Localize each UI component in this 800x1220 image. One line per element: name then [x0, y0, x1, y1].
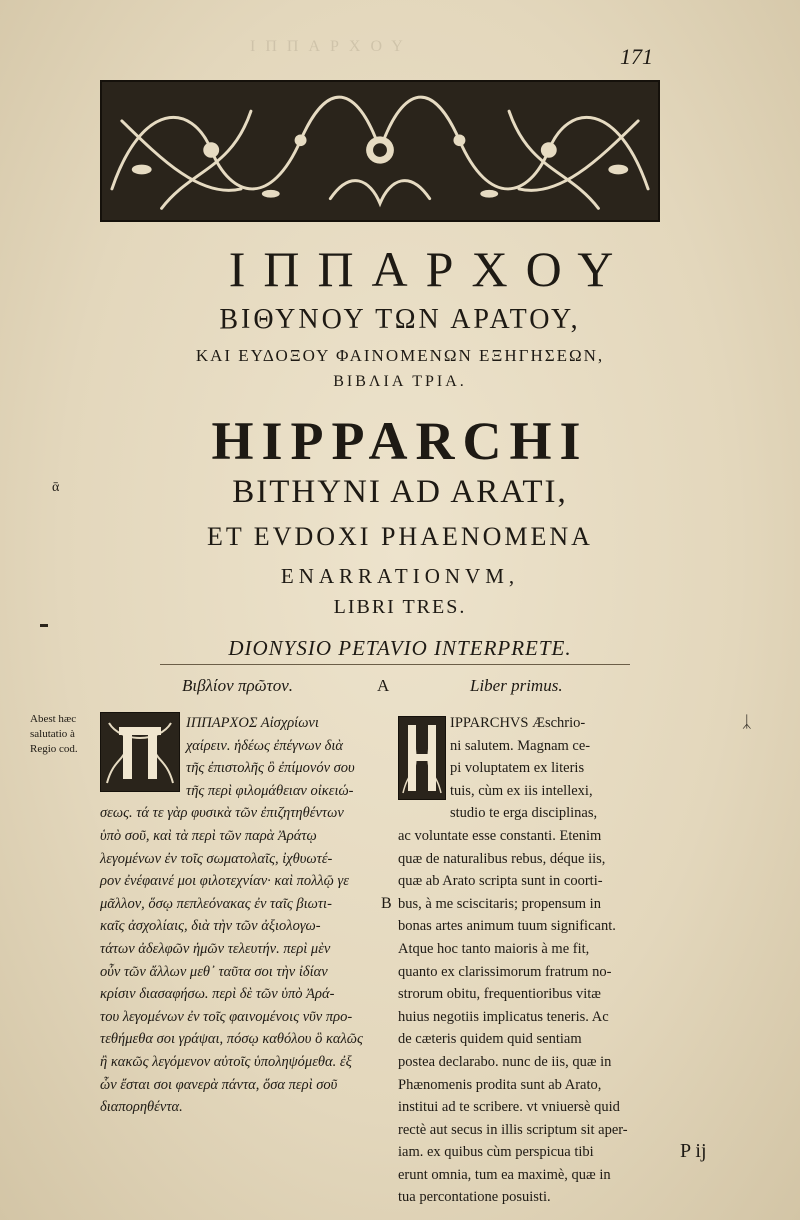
divider-rule: [160, 664, 630, 665]
greek-line: διαπορηθέντα.: [100, 1099, 183, 1116]
greek-line: ὑπὸ σοῦ, καὶ τὰ περὶ τῶν παρὰ Ἀράτῳ: [100, 827, 317, 844]
latin-subtitle-3: ENARRATIONVM,: [280, 564, 520, 588]
latin-line: de cæteris quidem quid sentiam: [398, 1031, 582, 1048]
latin-line: institui ad te scribere. vt vniuersè quid: [398, 1099, 620, 1116]
margin-dash: [40, 624, 48, 627]
latin-line: iam. ex quibus cùm perspicua tibi: [398, 1144, 594, 1161]
greek-line: τεθήμεθα σοι γράψαι, πόσῳ καθόλου ὃ καλῶς: [100, 1031, 363, 1048]
decorated-initial-pi-icon: [100, 712, 180, 792]
catchword: P ij: [680, 1140, 707, 1162]
latin-line: pi voluptatem ex literis: [450, 760, 585, 777]
latin-column: [398, 712, 736, 1209]
greek-line: τῆς ἐπιστολῆς ὃ ἐπίμονόν σου: [186, 760, 355, 777]
section-marker-a: A: [377, 676, 390, 695]
latin-line: Atque hoc tanto maioris à me fit,: [398, 940, 590, 957]
latin-title: HIPPARCHI: [211, 411, 589, 471]
greek-title: ΙΠΠΑΡΧΟΥ: [228, 241, 632, 297]
greek-subtitle-2: ΚΑΙ ΕΥΔΟΞΟΥ ΦΑΙΝΟΜΕΝΩΝ ΕΞΗΓΗΣΕΩΝ,: [195, 346, 605, 365]
latin-subtitle-2: ET EVDOXI PHAENOMENA: [207, 522, 593, 551]
latin-line: strorum obitu, frequentioribus vitæ: [398, 986, 601, 1003]
latin-line: bonas artes animum tuum significant.: [398, 918, 616, 935]
latin-line: IPPARCHVS Æschrio-: [450, 715, 586, 731]
greek-subtitle-1: ΒΙΘΥΝΟΥ ΤΩΝ ΑΡΑΤΟΥ,: [219, 304, 581, 335]
greek-line: τῆς περὶ φιλομάθειαν οἰκειώ-: [186, 782, 354, 799]
greek-line: σεως. τά τε γὰρ φυσικὰ τῶν ἐπιζητηθέντων: [100, 805, 344, 822]
bleed-through-text: ΙΠΠΑΡΧΟΥ: [250, 38, 413, 55]
margin-note: Abest hæc salutatio à Regio cod.: [30, 713, 78, 755]
greek-line: κρίσιν διασαφήσω. περὶ δὲ τῶν ὑπὸ Ἀρά-: [100, 986, 335, 1003]
latin-line: postea declarabo. nunc de iis, quæ in: [398, 1053, 612, 1070]
latin-line: ac voluntate esse constanti. Etenim: [398, 827, 602, 844]
greek-line: καῖς ἀσχολίαις, διὰ τὴν τῶν ἀξιολογω-: [100, 918, 321, 935]
interpreter-line: DIONYSIO PETAVIO INTERPRETE.: [228, 636, 572, 660]
latin-line: tua percontatione posuisti.: [398, 1189, 551, 1206]
latin-line: huius negotiis implicatus teneris. Ac: [398, 1008, 609, 1025]
latin-line: quæ de naturalibus rebus, déque iis,: [398, 850, 606, 867]
floral-ornament-icon: [100, 80, 660, 222]
latin-line: rectè aut secus in illis scriptum sit aper-: [398, 1121, 628, 1138]
decorated-initial-h-icon: [398, 716, 446, 800]
greek-line: μᾶλλον, ὅσῳ πεπλεόνακας ἐν ταῖς βιωτι-: [100, 895, 332, 912]
latin-subtitle-4: LIBRI TRES.: [333, 596, 467, 618]
margin-symbol: ᛣ: [742, 714, 752, 731]
page-number: 171: [620, 44, 653, 69]
greek-subtitle-3: ΒΙΒΛΙΑ ΤΡΙΑ.: [333, 373, 467, 390]
latin-line: quanto ex clarissimorum fratrum no-: [398, 963, 612, 980]
latin-line: bus, à me sciscitaris; propensum in: [398, 895, 601, 912]
latin-line: tuis, cùm ex iis intellexi,: [450, 782, 593, 799]
greek-line: ἢ κακῶς λεγόμενον αὐτοῖς ὑποληψόμεθα. ἐξ: [100, 1053, 352, 1070]
latin-column-heading: Liber primus.: [470, 676, 563, 695]
latin-line: studio te erga disciplinas,: [450, 805, 598, 822]
greek-line: λεγομένων ἐν τοῖς σωματολαῖς, ἰχθυωτέ-: [100, 850, 333, 867]
greek-line: ὧν ἔσται σοι φανερὰ πάντα, ὅσα περὶ σοῦ: [100, 1076, 338, 1093]
latin-line: ni salutem. Magnam ce-: [450, 737, 591, 754]
section-marker-b: B: [381, 895, 392, 912]
margin-mark: ᾱ: [52, 480, 60, 495]
greek-line: χαίρειν. ἡδέως ἐπέγνων διὰ: [186, 737, 344, 754]
latin-line: erunt omnia, tum ea maximè, quæ in: [398, 1166, 611, 1183]
latin-line: quæ ab Arato scripta sunt in coorti-: [398, 873, 603, 890]
latin-subtitle-1: BITHYNI AD ARATI,: [232, 474, 568, 510]
latin-line: Phænomenis prodita sunt ab Arato,: [398, 1076, 602, 1093]
greek-line: οὖν τῶν ἄλλων μεθ᾽ ταῦτα σοι τὴν ἰδίαν: [100, 963, 328, 980]
greek-line: ρον ἐνέφαινέ μοι φιλοτεχνίαν· καὶ πολλῷ γε: [100, 873, 349, 890]
greek-line: του λεγομένων ἐν τοῖς φαινομένοις νῦν προ-: [100, 1008, 353, 1025]
greek-line: ΙΠΠΑΡΧΟΣ Αἰσχρίωνι: [186, 715, 319, 731]
greek-column-heading: Βιβλίον πρῶτον.: [182, 676, 294, 695]
greek-line: τάτων ἀδελφῶν ἡμῶν τελευτήν. περὶ μὲν: [100, 940, 331, 957]
